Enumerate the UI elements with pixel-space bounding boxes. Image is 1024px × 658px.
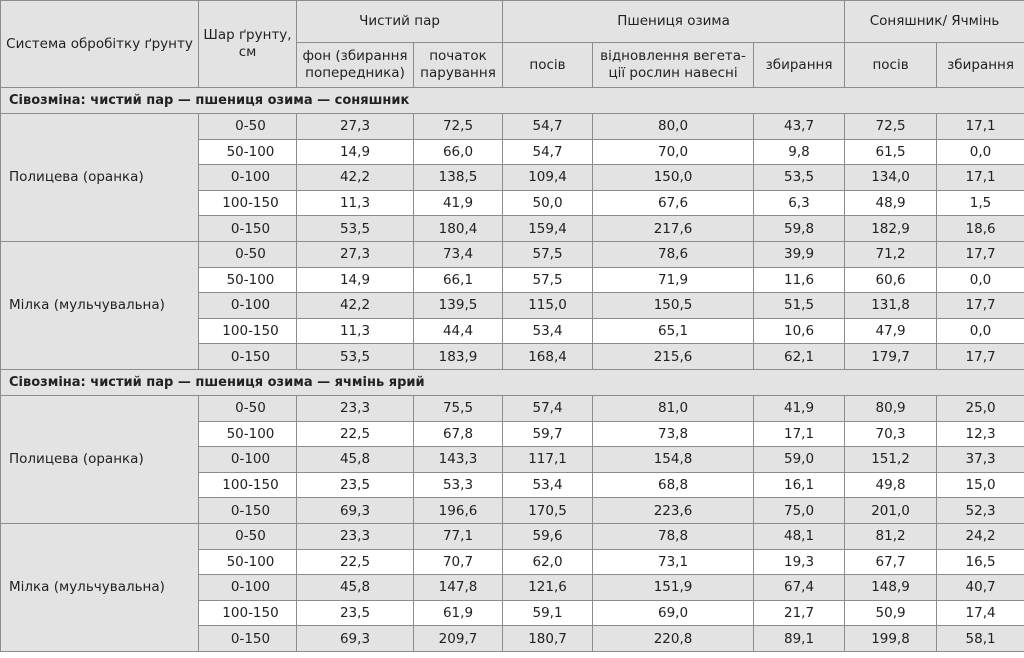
value-cell: 17,7: [937, 241, 1024, 267]
value-cell: 215,6: [593, 344, 754, 370]
value-cell: 109,4: [503, 165, 593, 191]
value-cell: 179,7: [845, 344, 937, 370]
table-row: [1, 523, 1024, 549]
value-cell: 57,5: [503, 241, 593, 267]
value-cell: 45,8: [297, 575, 414, 601]
layer-cell: 0-100: [199, 575, 297, 601]
value-cell: 53,3: [414, 472, 503, 498]
value-cell: 0,0: [937, 318, 1024, 344]
header-fallow: Чистий пар: [297, 1, 503, 43]
value-cell: 159,4: [503, 216, 593, 242]
value-cell: 62,1: [754, 344, 845, 370]
header-wheat: Пшениця озима: [503, 1, 845, 43]
value-cell: 78,8: [593, 523, 754, 549]
value-cell: 67,7: [845, 549, 937, 575]
value-cell: 6,3: [754, 190, 845, 216]
value-cell: 180,4: [414, 216, 503, 242]
value-cell: 72,5: [845, 114, 937, 140]
value-cell: 72,5: [414, 114, 503, 140]
value-cell: 59,1: [503, 600, 593, 626]
header-sub: збирання: [937, 43, 1024, 88]
value-cell: 67,8: [414, 421, 503, 447]
value-cell: 22,5: [297, 421, 414, 447]
value-cell: 70,7: [414, 549, 503, 575]
value-cell: 21,7: [754, 600, 845, 626]
value-cell: 68,8: [593, 472, 754, 498]
system-name: Полицева (оранка): [1, 114, 199, 242]
value-cell: 117,1: [503, 447, 593, 473]
value-cell: 196,6: [414, 498, 503, 524]
value-cell: 52,3: [937, 498, 1024, 524]
value-cell: 148,9: [845, 575, 937, 601]
value-cell: 73,4: [414, 241, 503, 267]
value-cell: 65,1: [593, 318, 754, 344]
value-cell: 69,3: [297, 626, 414, 652]
value-cell: 217,6: [593, 216, 754, 242]
value-cell: 42,2: [297, 293, 414, 319]
layer-cell: 0-150: [199, 344, 297, 370]
value-cell: 151,9: [593, 575, 754, 601]
value-cell: 11,3: [297, 318, 414, 344]
value-cell: 151,2: [845, 447, 937, 473]
value-cell: 27,3: [297, 114, 414, 140]
value-cell: 59,7: [503, 421, 593, 447]
layer-cell: 0-150: [199, 216, 297, 242]
value-cell: 69,3: [297, 498, 414, 524]
value-cell: 81,0: [593, 395, 754, 421]
value-cell: 53,5: [754, 165, 845, 191]
value-cell: 134,0: [845, 165, 937, 191]
value-cell: 24,2: [937, 523, 1024, 549]
layer-cell: 0-150: [199, 626, 297, 652]
value-cell: 41,9: [754, 395, 845, 421]
layer-cell: 0-150: [199, 498, 297, 524]
value-cell: 50,9: [845, 600, 937, 626]
value-cell: 15,0: [937, 472, 1024, 498]
value-cell: 59,0: [754, 447, 845, 473]
value-cell: 75,5: [414, 395, 503, 421]
value-cell: 17,1: [754, 421, 845, 447]
value-cell: 27,3: [297, 241, 414, 267]
value-cell: 183,9: [414, 344, 503, 370]
value-cell: 22,5: [297, 549, 414, 575]
layer-cell: 50-100: [199, 139, 297, 165]
layer-cell: 0-100: [199, 293, 297, 319]
group-row: [1, 369, 1024, 395]
value-cell: 70,3: [845, 421, 937, 447]
value-cell: 53,5: [297, 216, 414, 242]
rotation-title: Сівозміна: чистий пар — пшениця озима — ячмінь ярий: [1, 369, 1024, 395]
value-cell: 59,6: [503, 523, 593, 549]
value-cell: 25,0: [937, 395, 1024, 421]
value-cell: 54,7: [503, 114, 593, 140]
layer-cell: 0-100: [199, 447, 297, 473]
value-cell: 70,0: [593, 139, 754, 165]
value-cell: 39,9: [754, 241, 845, 267]
layer-cell: 100-150: [199, 318, 297, 344]
layer-cell: 50-100: [199, 549, 297, 575]
value-cell: 9,8: [754, 139, 845, 165]
value-cell: 53,5: [297, 344, 414, 370]
value-cell: 143,3: [414, 447, 503, 473]
value-cell: 48,1: [754, 523, 845, 549]
value-cell: 37,3: [937, 447, 1024, 473]
value-cell: 121,6: [503, 575, 593, 601]
value-cell: 115,0: [503, 293, 593, 319]
value-cell: 73,1: [593, 549, 754, 575]
group-row: [1, 88, 1024, 114]
value-cell: 138,5: [414, 165, 503, 191]
value-cell: 209,7: [414, 626, 503, 652]
value-cell: 61,9: [414, 600, 503, 626]
value-cell: 220,8: [593, 626, 754, 652]
value-cell: 47,9: [845, 318, 937, 344]
value-cell: 80,9: [845, 395, 937, 421]
value-cell: 19,3: [754, 549, 845, 575]
value-cell: 43,7: [754, 114, 845, 140]
value-cell: 14,9: [297, 139, 414, 165]
value-cell: 150,0: [593, 165, 754, 191]
value-cell: 75,0: [754, 498, 845, 524]
value-cell: 40,7: [937, 575, 1024, 601]
value-cell: 89,1: [754, 626, 845, 652]
value-cell: 57,5: [503, 267, 593, 293]
value-cell: 78,6: [593, 241, 754, 267]
value-cell: 180,7: [503, 626, 593, 652]
layer-cell: 0-50: [199, 241, 297, 267]
value-cell: 54,7: [503, 139, 593, 165]
value-cell: 53,4: [503, 472, 593, 498]
layer-cell: 0-50: [199, 114, 297, 140]
value-cell: 14,9: [297, 267, 414, 293]
layer-cell: 100-150: [199, 190, 297, 216]
value-cell: 61,5: [845, 139, 937, 165]
value-cell: 81,2: [845, 523, 937, 549]
value-cell: 11,6: [754, 267, 845, 293]
value-cell: 77,1: [414, 523, 503, 549]
layer-cell: 0-50: [199, 523, 297, 549]
value-cell: 182,9: [845, 216, 937, 242]
value-cell: 17,7: [937, 293, 1024, 319]
value-cell: 131,8: [845, 293, 937, 319]
rotation-title: Сівозміна: чистий пар — пшениця озима — соняшник: [1, 88, 1024, 114]
table-body: [1, 88, 1024, 652]
layer-cell: 0-100: [199, 165, 297, 191]
value-cell: 17,1: [937, 165, 1024, 191]
value-cell: 0,0: [937, 267, 1024, 293]
value-cell: 58,1: [937, 626, 1024, 652]
value-cell: 53,4: [503, 318, 593, 344]
value-cell: 168,4: [503, 344, 593, 370]
value-cell: 59,8: [754, 216, 845, 242]
value-cell: 66,0: [414, 139, 503, 165]
system-name: Мілка (мульчувальна): [1, 523, 199, 651]
value-cell: 10,6: [754, 318, 845, 344]
value-cell: 199,8: [845, 626, 937, 652]
layer-cell: 100-150: [199, 600, 297, 626]
table-row: [1, 114, 1024, 140]
value-cell: 16,5: [937, 549, 1024, 575]
value-cell: 12,3: [937, 421, 1024, 447]
value-cell: 147,8: [414, 575, 503, 601]
header-sub: посів: [845, 43, 937, 88]
header-sunflower-barley: Соняшник/ Ячмінь: [845, 1, 1024, 43]
value-cell: 60,6: [845, 267, 937, 293]
value-cell: 17,4: [937, 600, 1024, 626]
value-cell: 23,3: [297, 395, 414, 421]
value-cell: 17,7: [937, 344, 1024, 370]
table-row: [1, 241, 1024, 267]
value-cell: 170,5: [503, 498, 593, 524]
value-cell: 154,8: [593, 447, 754, 473]
layer-cell: 100-150: [199, 472, 297, 498]
value-cell: 51,5: [754, 293, 845, 319]
value-cell: 66,1: [414, 267, 503, 293]
value-cell: 80,0: [593, 114, 754, 140]
value-cell: 62,0: [503, 549, 593, 575]
header-sub: збирання: [754, 43, 845, 88]
value-cell: 50,0: [503, 190, 593, 216]
value-cell: 41,9: [414, 190, 503, 216]
value-cell: 201,0: [845, 498, 937, 524]
value-cell: 44,4: [414, 318, 503, 344]
layer-cell: 50-100: [199, 421, 297, 447]
value-cell: 48,9: [845, 190, 937, 216]
header-sub: посів: [503, 43, 593, 88]
header-sub: початок парування: [414, 43, 503, 88]
value-cell: 150,5: [593, 293, 754, 319]
table-row: [1, 395, 1024, 421]
value-cell: 1,5: [937, 190, 1024, 216]
value-cell: 17,1: [937, 114, 1024, 140]
value-cell: 23,5: [297, 472, 414, 498]
value-cell: 223,6: [593, 498, 754, 524]
layer-cell: 0-50: [199, 395, 297, 421]
value-cell: 67,6: [593, 190, 754, 216]
value-cell: 23,3: [297, 523, 414, 549]
value-cell: 71,2: [845, 241, 937, 267]
value-cell: 42,2: [297, 165, 414, 191]
value-cell: 23,5: [297, 600, 414, 626]
value-cell: 73,8: [593, 421, 754, 447]
value-cell: 139,5: [414, 293, 503, 319]
value-cell: 57,4: [503, 395, 593, 421]
header-sub: фон (збирання попередника): [297, 43, 414, 88]
value-cell: 45,8: [297, 447, 414, 473]
value-cell: 0,0: [937, 139, 1024, 165]
header-sub: відновлення вегета-ції рослин навесні: [593, 43, 754, 88]
value-cell: 18,6: [937, 216, 1024, 242]
value-cell: 49,8: [845, 472, 937, 498]
table-header: [1, 1, 1024, 88]
value-cell: 11,3: [297, 190, 414, 216]
system-name: Мілка (мульчувальна): [1, 241, 199, 369]
header-system: Система обробітку ґрунту: [1, 1, 199, 88]
value-cell: 71,9: [593, 267, 754, 293]
system-name: Полицева (оранка): [1, 395, 199, 523]
layer-cell: 50-100: [199, 267, 297, 293]
value-cell: 16,1: [754, 472, 845, 498]
value-cell: 67,4: [754, 575, 845, 601]
value-cell: 69,0: [593, 600, 754, 626]
header-layer: Шар ґрунту, см: [199, 1, 297, 88]
